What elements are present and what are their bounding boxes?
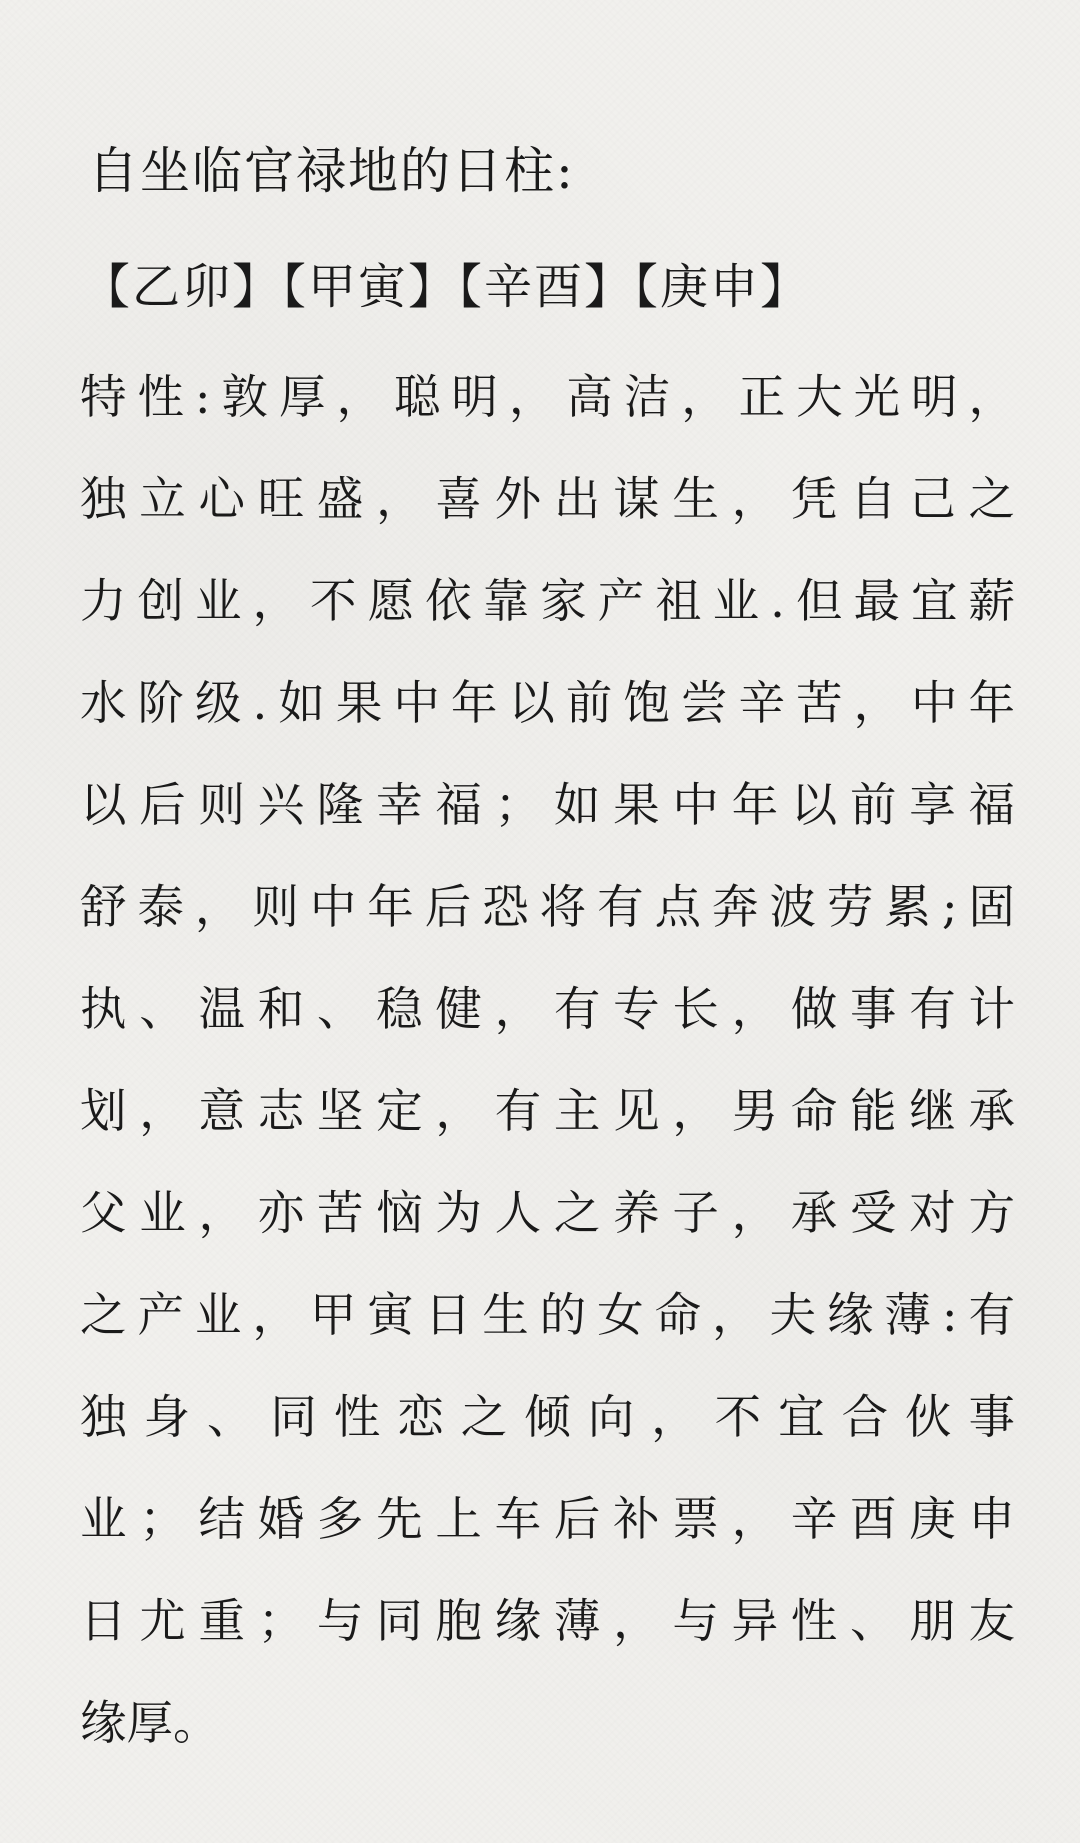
body-line: 日尤重；与同胞缘薄，与异性、朋友 (80, 1594, 1015, 1648)
body-line: 舒泰，则中年后恐将有点奔波劳累;固 (80, 880, 1015, 934)
body-line: 独身、同性恋之倾向，不宜合伙事 (80, 1390, 1015, 1444)
body-line: 划，意志坚定，有主见，男命能继承 (80, 1084, 1015, 1138)
body-line: 独立心旺盛，喜外出谋生，凭自己之 (80, 472, 1015, 526)
document-subtitle: 【乙卯】【甲寅】【辛酉】【庚申】 (82, 259, 811, 315)
body-line: 力创业，不愿依靠家产祖业.但最宜薪 (80, 574, 1015, 628)
body-line: 水阶级.如果中年以前饱尝辛苦，中年 (80, 676, 1015, 730)
body-line: 特性:敦厚，聪明，高洁，正大光明， (80, 370, 1015, 424)
document-title: 自坐临官禄地的日柱: (88, 142, 575, 200)
body-line-last: 缘厚。 (80, 1696, 220, 1750)
body-line: 之产业，甲寅日生的女命，夫缘薄:有 (80, 1288, 1015, 1342)
body-line: 父业，亦苦恼为人之养子，承受对方 (80, 1186, 1015, 1240)
body-line: 执、温和、稳健，有专长，做事有计 (80, 982, 1015, 1036)
document-body (80, 346, 1015, 1774)
body-line: 业；结婚多先上车后补票，辛酉庚申 (80, 1492, 1015, 1546)
body-line: 以后则兴隆幸福；如果中年以前享福 (80, 778, 1015, 832)
